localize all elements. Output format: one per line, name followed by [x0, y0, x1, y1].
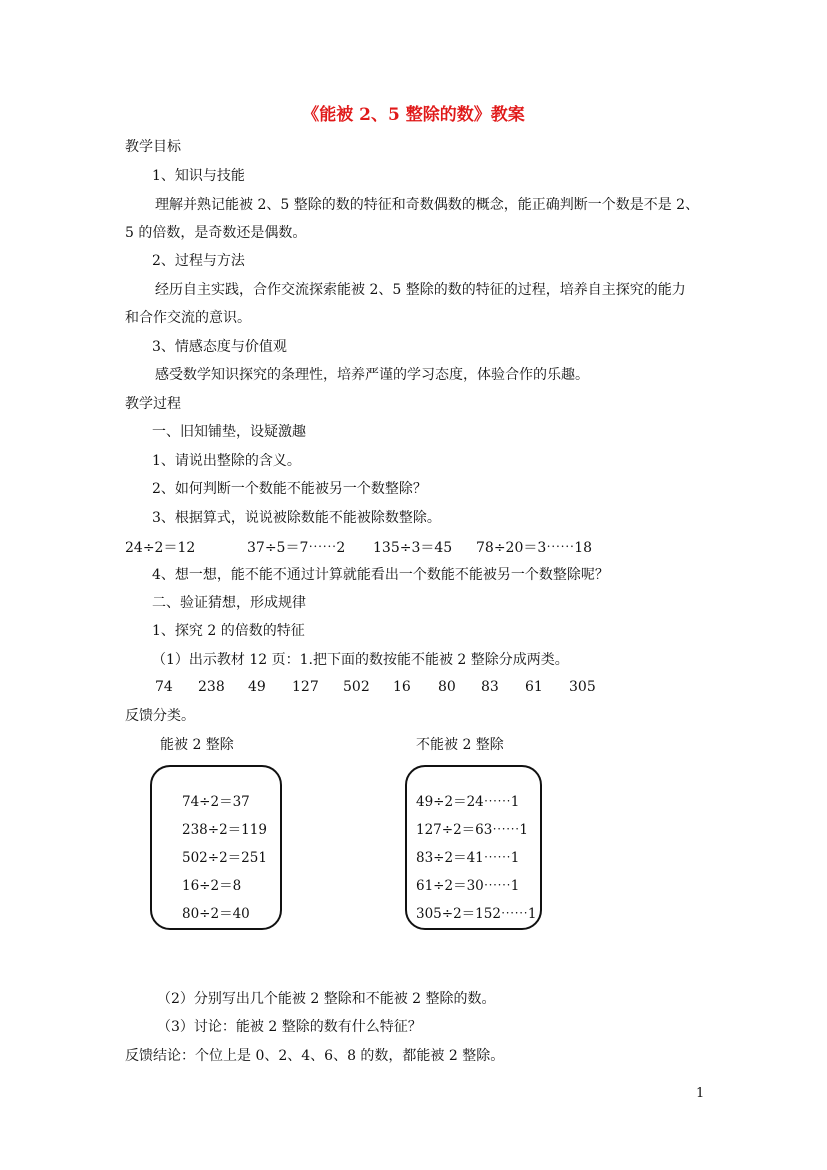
number: 502 [343, 679, 370, 695]
subheading-process-method: 2、过程与方法 [152, 253, 245, 269]
equation: 37÷5＝7⋯⋯2 [247, 540, 346, 556]
number: 127 [292, 679, 319, 695]
equation-row [0, 537, 827, 555]
number: 83 [481, 679, 499, 695]
divisible-item: 238÷2＝119 [182, 822, 267, 838]
not-divisible-label: 不能被 2 整除 [416, 737, 504, 753]
section-heading-objectives: 教学目标 [125, 139, 181, 155]
not-divisible-item: 305÷2＝152⋯⋯1 [416, 906, 537, 922]
list-item: 1、探究 2 的倍数的特征 [152, 623, 305, 639]
subheading-part-two: 二、验证猜想，形成规律 [152, 595, 306, 611]
number: 61 [525, 679, 543, 695]
number-row [0, 679, 827, 697]
number: 16 [393, 679, 411, 695]
not-divisible-item: 127÷2＝63⋯⋯1 [416, 822, 528, 838]
divisible-item: 16÷2＝8 [182, 878, 242, 894]
list-item: （1）出示教材 12 页：1.把下面的数按能不能被 2 整除分成两类。 [152, 652, 569, 668]
number: 80 [438, 679, 456, 695]
paragraph-line: 5 的倍数，是奇数还是偶数。 [125, 225, 307, 241]
equation: 24÷2＝12 [125, 540, 196, 556]
number: 238 [198, 679, 225, 695]
subheading-knowledge-skills: 1、知识与技能 [152, 168, 245, 184]
paragraph-line: 反馈结论：个位上是 0、2、4、6、8 的数，都能被 2 整除。 [125, 1048, 505, 1064]
list-item: 2、如何判断一个数能不能被另一个数整除？ [152, 481, 427, 497]
list-item: 4、想一想，能不能不通过计算就能看出一个数能不能被另一个数整除呢？ [152, 567, 609, 583]
list-item: 3、根据算式，说说被除数能不能被除数整除。 [152, 510, 441, 526]
number: 305 [569, 679, 596, 695]
subheading-attitude-values: 3、情感态度与价值观 [152, 339, 287, 355]
paragraph-line: 感受数学知识探究的条理性，培养严谨的学习态度，体验合作的乐趣。 [155, 367, 589, 383]
not-divisible-item: 61÷2＝30⋯⋯1 [416, 878, 520, 894]
equation: 135÷3＝45 [373, 540, 453, 556]
not-divisible-item: 49÷2＝24⋯⋯1 [416, 794, 520, 810]
section-heading-process: 教学过程 [125, 396, 181, 412]
paragraph-line: 经历自主实践，合作交流探索能被 2、5 整除的数的特征的过程，培养自主探究的能力 [155, 282, 686, 298]
divisible-item: 80÷2＝40 [182, 906, 250, 922]
divisible-item: 74÷2＝37 [182, 794, 250, 810]
number: 74 [155, 679, 173, 695]
page-number: 1 [696, 1086, 705, 1101]
list-item: （2）分别写出几个能被 2 整除和不能被 2 整除的数。 [157, 991, 496, 1007]
divisible-item: 502÷2＝251 [182, 850, 267, 866]
list-item: 1、请说出整除的含义。 [152, 453, 301, 469]
subheading-part-one: 一、旧知铺垫，设疑激趣 [152, 424, 306, 440]
not-divisible-item: 83÷2＝41⋯⋯1 [416, 850, 520, 866]
paragraph-line: 反馈分类。 [125, 708, 195, 724]
equation: 78÷20＝3⋯⋯18 [476, 540, 593, 556]
divisible-label: 能被 2 整除 [160, 737, 234, 753]
paragraph-line: 理解并熟记能被 2、5 整除的数的特征和奇数偶数的概念，能正确判断一个数是不是 2、 [155, 197, 700, 213]
paragraph-line: 和合作交流的意识。 [125, 310, 251, 326]
list-item: （3）讨论：能被 2 整除的数有什么特征？ [157, 1019, 422, 1035]
number: 49 [248, 679, 266, 695]
document-title: 《能被 2、5 整除的数》教案 [302, 105, 525, 125]
